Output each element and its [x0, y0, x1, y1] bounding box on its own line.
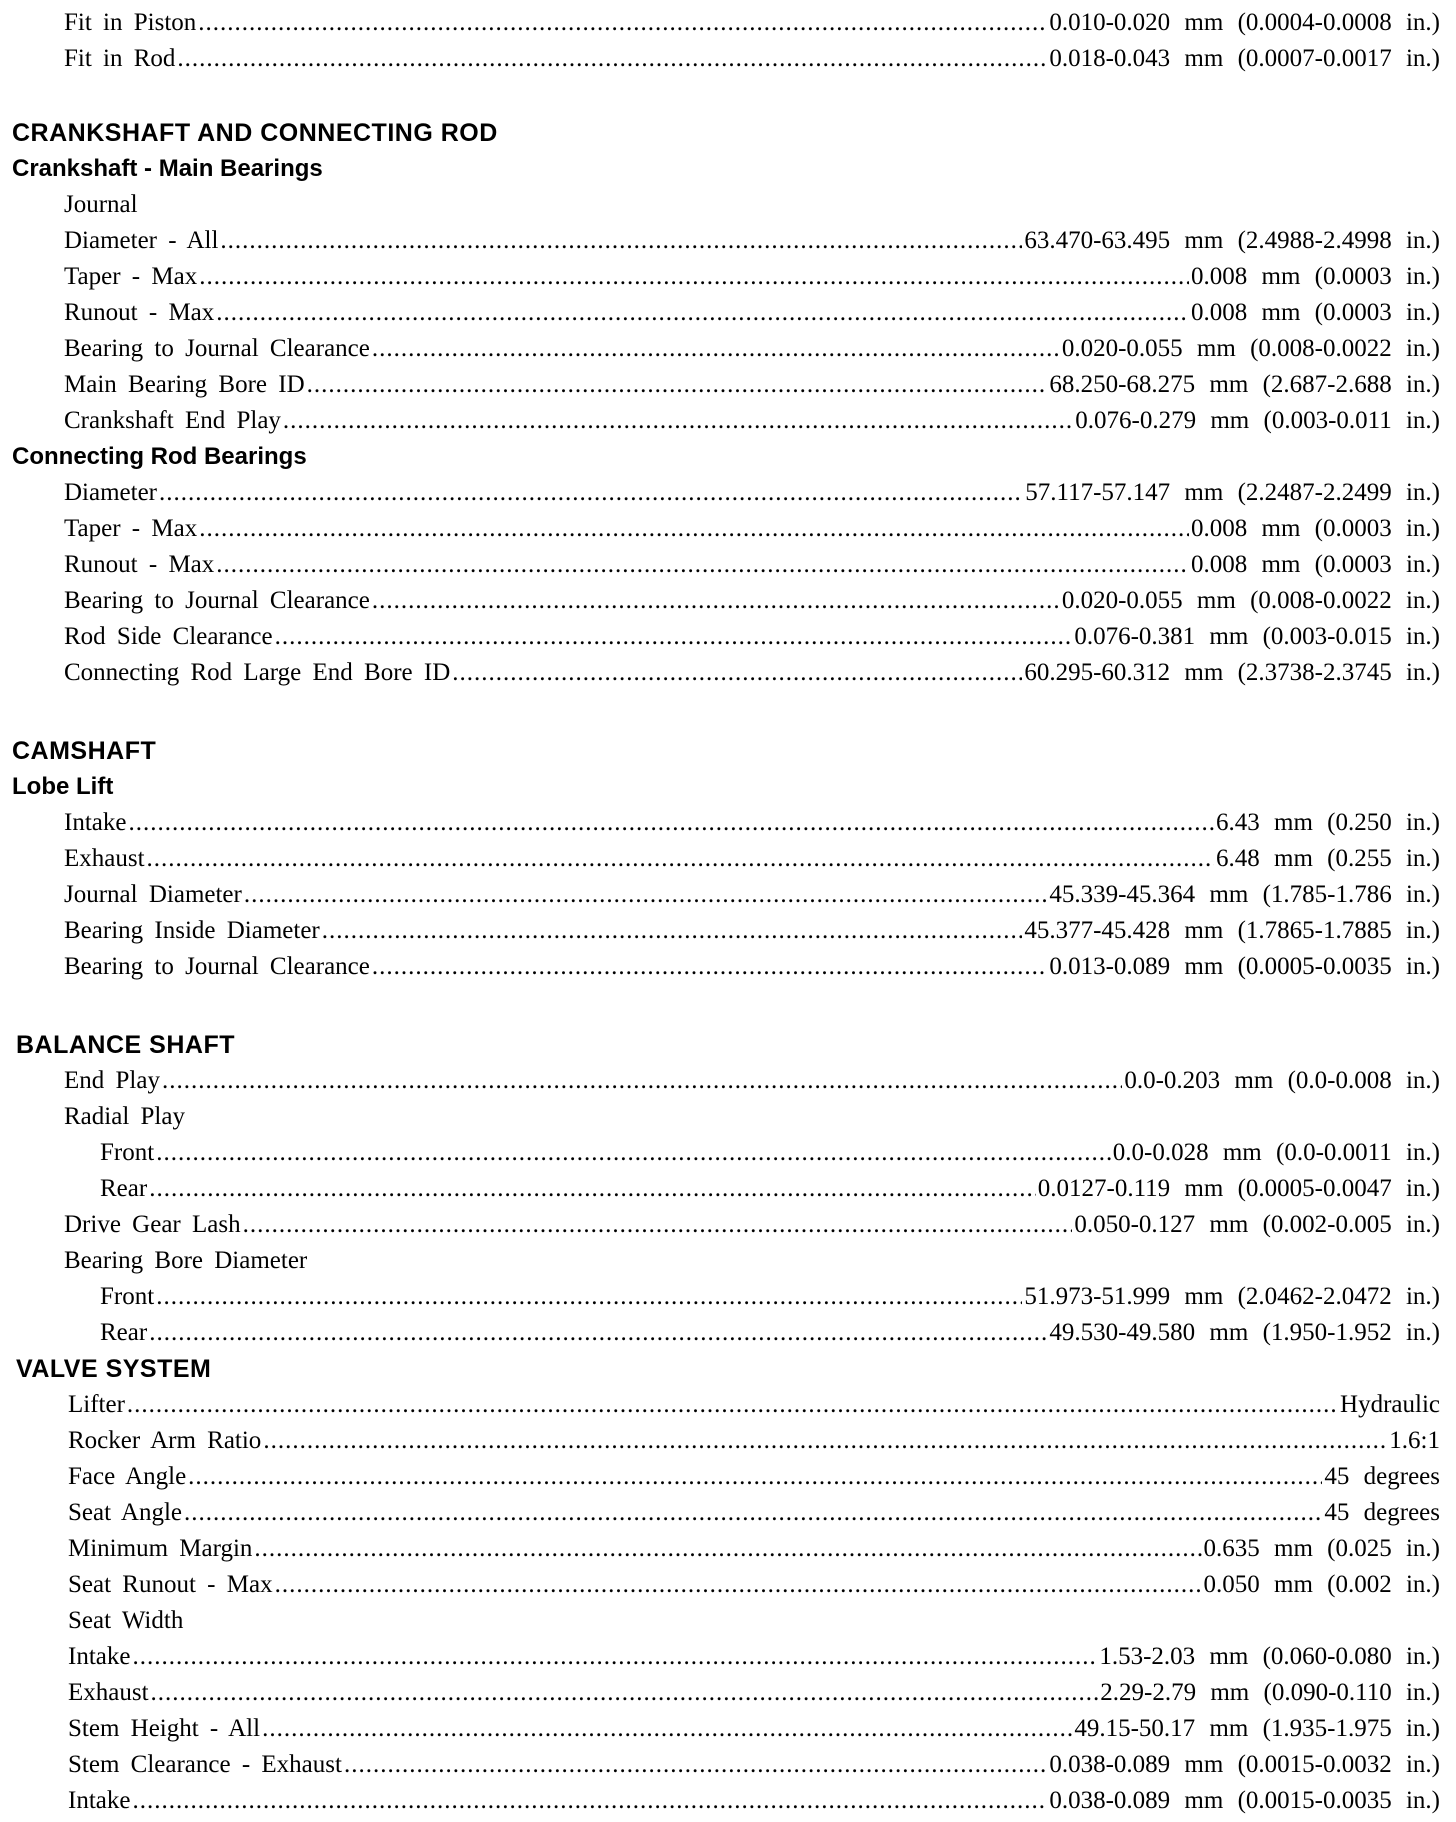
- spec-row: [64, 952, 1440, 982]
- spec-label: Rear: [100, 1319, 148, 1346]
- spec-row: [68, 1534, 1440, 1564]
- leader-dots: [156, 1282, 1022, 1312]
- spec-value: 57.117-57.147 mm (2.2487-2.2499 in.): [1025, 479, 1440, 506]
- leader-dots: [128, 808, 1214, 838]
- spec-row: [64, 298, 1440, 328]
- spec-label: Fit in Piston: [64, 9, 197, 36]
- spec-label: Crankshaft End Play: [64, 407, 281, 434]
- section-title-valve-system: VALVE SYSTEM: [16, 1355, 212, 1383]
- section-title-camshaft: CAMSHAFT: [12, 737, 157, 765]
- leader-dots: [159, 478, 1023, 508]
- spec-label: Exhaust: [68, 1679, 149, 1706]
- spec-label: Stem Height - All: [68, 1715, 261, 1742]
- leader-dots: [156, 1138, 1111, 1168]
- spec-label: Diameter - All: [64, 227, 219, 254]
- spec-label: Bearing to Journal Clearance: [64, 587, 370, 614]
- spec-row: [64, 586, 1440, 616]
- spec-row-fit-in-piston: [64, 8, 1440, 38]
- journal-label: Journal: [64, 191, 138, 218]
- spec-row: [64, 406, 1440, 436]
- spec-value: 49.15-50.17 mm (1.935-1.975 in.): [1074, 1715, 1440, 1742]
- spec-value: 45.339-45.364 mm (1.785-1.786 in.): [1049, 881, 1440, 908]
- spec-row: [68, 1678, 1440, 1708]
- spec-row: [68, 1642, 1440, 1672]
- spec-label: Front: [100, 1283, 155, 1310]
- spec-row: [64, 262, 1440, 292]
- leader-dots: [147, 844, 1214, 874]
- spec-row: [68, 1750, 1440, 1780]
- leader-dots: [254, 1534, 1201, 1564]
- spec-row: [68, 1390, 1440, 1420]
- spec-value: 1.6:1: [1389, 1427, 1440, 1454]
- spec-value: 1.53-2.03 mm (0.060-0.080 in.): [1099, 1643, 1440, 1670]
- spec-row: [64, 226, 1440, 256]
- spec-row: [68, 1426, 1440, 1456]
- leader-dots: [322, 916, 1023, 946]
- spec-label: Runout - Max: [64, 551, 215, 578]
- spec-label: Seat Runout - Max: [68, 1571, 273, 1598]
- spec-label: Connecting Rod Large End Bore ID: [64, 659, 451, 686]
- spec-row: [64, 808, 1440, 838]
- spec-value: 0.050-0.127 mm (0.002-0.005 in.): [1074, 1211, 1440, 1238]
- spec-label: Intake: [68, 1787, 131, 1814]
- spec-label: End Play: [64, 1067, 160, 1094]
- spec-label: Main Bearing Bore ID: [64, 371, 305, 398]
- subsection-title-rod-bearings: Connecting Rod Bearings: [12, 443, 307, 470]
- spec-label: Face Angle: [68, 1463, 187, 1490]
- spec-value: 0.020-0.055 mm (0.008-0.0022 in.): [1061, 587, 1440, 614]
- spec-label: Journal Diameter: [64, 881, 242, 908]
- spec-label: Taper - Max: [64, 263, 198, 290]
- spec-value: 45 degrees: [1324, 1463, 1440, 1490]
- spec-row: [64, 550, 1440, 580]
- spec-row: [64, 370, 1440, 400]
- leader-dots: [220, 226, 1022, 256]
- leader-dots: [149, 1318, 1047, 1348]
- spec-label: Rear: [100, 1175, 148, 1202]
- leader-dots: [372, 334, 1060, 364]
- spec-label: Rocker Arm Ratio: [68, 1427, 262, 1454]
- spec-label: Intake: [64, 809, 127, 836]
- spec-value: 0.010-0.020 mm (0.0004-0.0008 in.): [1049, 9, 1440, 36]
- leader-dots: [372, 586, 1060, 616]
- spec-value: 0.038-0.089 mm (0.0015-0.0032 in.): [1049, 1751, 1440, 1778]
- spec-label: Intake: [68, 1643, 131, 1670]
- spec-value: 0.020-0.055 mm (0.008-0.0022 in.): [1061, 335, 1440, 362]
- subsection-title-main-bearings: Crankshaft - Main Bearings: [12, 155, 323, 182]
- spec-value: 0.018-0.043 mm (0.0007-0.0017 in.): [1049, 45, 1440, 72]
- spec-row: [64, 514, 1440, 544]
- spec-row: [64, 658, 1440, 688]
- spec-row: [68, 1498, 1440, 1528]
- leader-dots: [132, 1786, 1047, 1816]
- leader-dots: [199, 262, 1189, 292]
- spec-row: [68, 1786, 1440, 1816]
- spec-value: 0.076-0.279 mm (0.003-0.011 in.): [1075, 407, 1440, 434]
- spec-label: Minimum Margin: [68, 1535, 253, 1562]
- radial-play-label: Radial Play: [64, 1103, 185, 1130]
- spec-row: [64, 622, 1440, 652]
- leader-dots: [184, 1498, 1322, 1528]
- section-title-crankshaft: CRANKSHAFT AND CONNECTING ROD: [12, 119, 498, 147]
- subsection-title-lobe-lift: Lobe Lift: [12, 773, 114, 800]
- spec-value: 60.295-60.312 mm (2.3738-2.3745 in.): [1024, 659, 1440, 686]
- spec-row: [68, 1714, 1440, 1744]
- spec-label: Taper - Max: [64, 515, 198, 542]
- spec-row: [64, 916, 1440, 946]
- leader-dots: [243, 1210, 1073, 1240]
- spec-value: 6.43 mm (0.250 in.): [1216, 809, 1440, 836]
- spec-value: 0.008 mm (0.0003 in.): [1191, 263, 1440, 290]
- spec-label: Fit in Rod: [64, 45, 176, 72]
- leader-dots: [216, 298, 1189, 328]
- spec-value: Hydraulic: [1340, 1391, 1440, 1418]
- section-title-balance-shaft: BALANCE SHAFT: [16, 1031, 235, 1059]
- spec-value: 0.038-0.089 mm (0.0015-0.0035 in.): [1049, 1787, 1440, 1814]
- spec-label: Stem Clearance - Exhaust: [68, 1751, 342, 1778]
- spec-label: Bearing to Journal Clearance: [64, 953, 370, 980]
- leader-dots: [263, 1426, 1387, 1456]
- leader-dots: [372, 952, 1048, 982]
- spec-value: 63.470-63.495 mm (2.4988-2.4998 in.): [1024, 227, 1440, 254]
- leader-dots: [127, 1390, 1338, 1420]
- spec-value: 0.076-0.381 mm (0.003-0.015 in.): [1074, 623, 1440, 650]
- spec-label: Drive Gear Lash: [64, 1211, 241, 1238]
- leader-dots: [177, 44, 1047, 74]
- spec-value: 0.0-0.203 mm (0.0-0.008 in.): [1124, 1067, 1440, 1094]
- leader-dots: [452, 658, 1022, 688]
- spec-row: [68, 1570, 1440, 1600]
- spec-label: Lifter: [68, 1391, 125, 1418]
- leader-dots: [151, 1678, 1099, 1708]
- spec-value: 0.008 mm (0.0003 in.): [1191, 299, 1440, 326]
- leader-dots: [216, 550, 1189, 580]
- spec-row: [64, 478, 1440, 508]
- spec-row: [64, 844, 1440, 874]
- spec-label: Front: [100, 1139, 155, 1166]
- seat-width-label: Seat Width: [68, 1607, 184, 1634]
- spec-value: 0.008 mm (0.0003 in.): [1191, 515, 1440, 542]
- leader-dots: [244, 880, 1048, 910]
- spec-row-radial-front: [100, 1138, 1440, 1168]
- leader-dots: [262, 1714, 1072, 1744]
- spec-value: 0.0127-0.119 mm (0.0005-0.0047 in.): [1037, 1175, 1440, 1202]
- spec-value: 6.48 mm (0.255 in.): [1216, 845, 1440, 872]
- spec-row-end-play: [64, 1066, 1440, 1096]
- spec-row-fit-in-rod: [64, 44, 1440, 74]
- spec-label: Bearing to Journal Clearance: [64, 335, 370, 362]
- leader-dots: [199, 514, 1189, 544]
- leader-dots: [188, 1462, 1322, 1492]
- spec-label: Rod Side Clearance: [64, 623, 273, 650]
- leader-dots: [162, 1066, 1122, 1096]
- leader-dots: [132, 1642, 1097, 1672]
- spec-value: 0.013-0.089 mm (0.0005-0.0035 in.): [1049, 953, 1440, 980]
- leader-dots: [198, 8, 1047, 38]
- leader-dots: [149, 1174, 1036, 1204]
- spec-label: Runout - Max: [64, 299, 215, 326]
- spec-value: 68.250-68.275 mm (2.687-2.688 in.): [1049, 371, 1440, 398]
- spec-value: 49.530-49.580 mm (1.950-1.952 in.): [1049, 1319, 1440, 1346]
- leader-dots: [344, 1750, 1047, 1780]
- bearing-bore-label: Bearing Bore Diameter: [64, 1247, 308, 1274]
- spec-value: 51.973-51.999 mm (2.0462-2.0472 in.): [1024, 1283, 1440, 1310]
- spec-value: 45.377-45.428 mm (1.7865-1.7885 in.): [1024, 917, 1440, 944]
- spec-value: 2.29-2.79 mm (0.090-0.110 in.): [1100, 1679, 1440, 1706]
- leader-dots: [275, 1570, 1202, 1600]
- spec-row-bore-front: [100, 1282, 1440, 1312]
- spec-label: Diameter: [64, 479, 158, 506]
- leader-dots: [283, 406, 1073, 436]
- spec-label: Exhaust: [64, 845, 145, 872]
- spec-row: [68, 1462, 1440, 1492]
- spec-value: 0.050 mm (0.002 in.): [1203, 1571, 1440, 1598]
- spec-value: 0.635 mm (0.025 in.): [1203, 1535, 1440, 1562]
- spec-row: [64, 880, 1440, 910]
- spec-row: [64, 334, 1440, 364]
- spec-value: 0.0-0.028 mm (0.0-0.0011 in.): [1112, 1139, 1440, 1166]
- leader-dots: [275, 622, 1073, 652]
- spec-value: 0.008 mm (0.0003 in.): [1191, 551, 1440, 578]
- spec-row-radial-rear: [100, 1174, 1440, 1204]
- leader-dots: [307, 370, 1048, 400]
- spec-row-drive-gear-lash: [64, 1210, 1440, 1240]
- spec-row-bore-rear: [100, 1318, 1440, 1348]
- spec-label: Seat Angle: [68, 1499, 183, 1526]
- spec-label: Bearing Inside Diameter: [64, 917, 320, 944]
- spec-value: 45 degrees: [1324, 1499, 1440, 1526]
